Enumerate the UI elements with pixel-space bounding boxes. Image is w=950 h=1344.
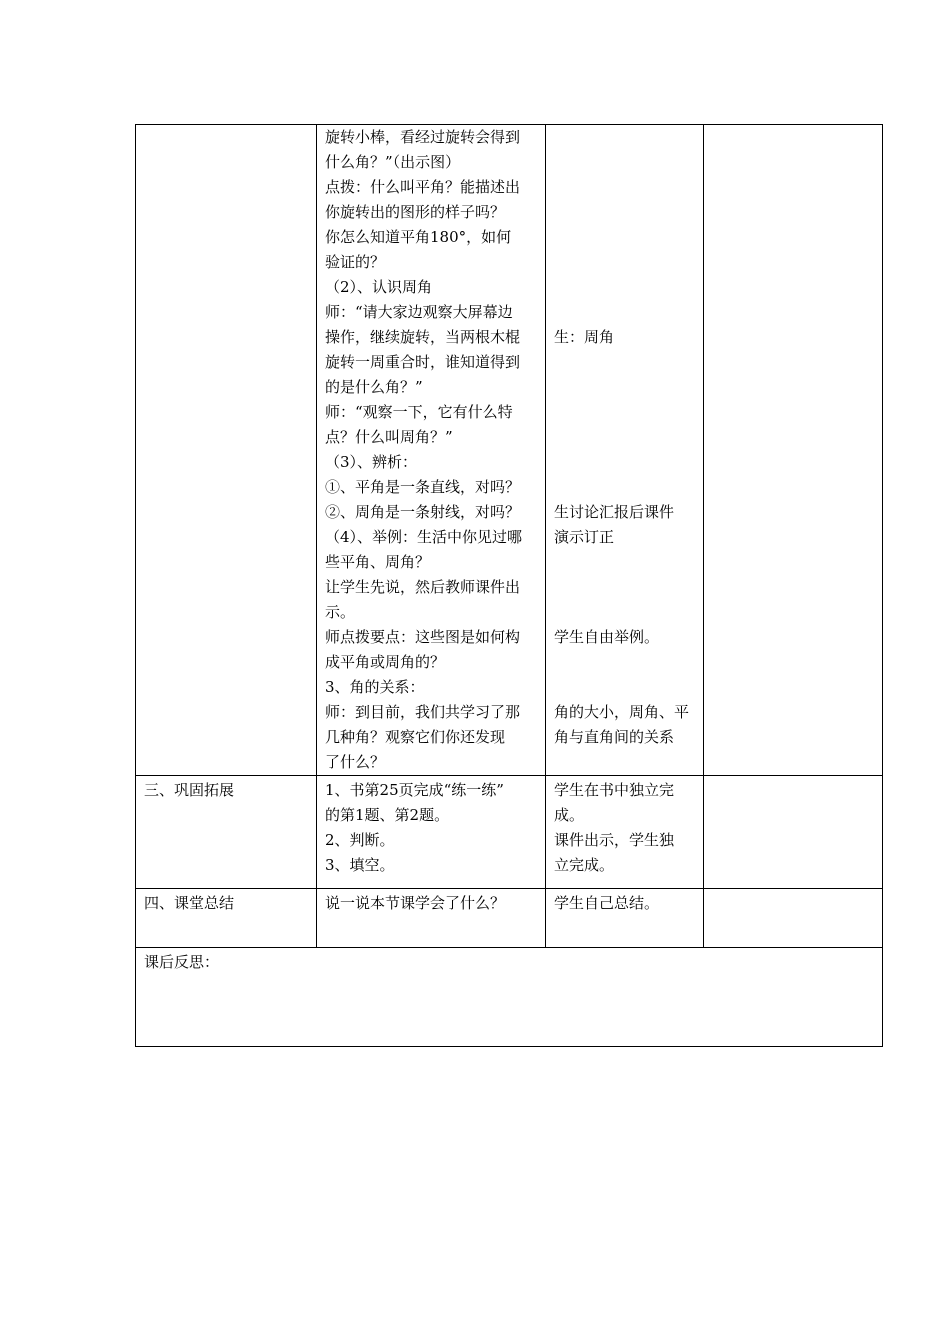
teacher-line: 的是什么角？” — [325, 378, 423, 396]
teacher-line: 说一说本节课学会了什么？ — [325, 894, 506, 912]
student-line: 演示订正 — [554, 528, 615, 546]
reflection-cell — [136, 948, 883, 1047]
student-line: 学生自由举例。 — [554, 628, 660, 646]
teacher-line: 3、填空。 — [325, 856, 395, 874]
lesson-plan-table — [135, 124, 883, 1047]
table-row-activities — [136, 125, 883, 776]
table-row-consolidate — [136, 776, 883, 889]
student-line: 角与直角间的关系 — [554, 728, 675, 746]
teacher-line: 1、书第25页完成“练一练” — [325, 781, 504, 799]
teacher-line: 示。 — [325, 603, 356, 621]
teacher-line: 师：“请大家边观察大屏幕边 — [325, 303, 513, 321]
teacher-line: 几种角？观察它们你还发现 — [325, 728, 506, 746]
teacher-line: 你怎么知道平角180°，如何 — [325, 228, 512, 246]
teacher-line: 的第1题、第2题。 — [325, 806, 450, 824]
teacher-line: 师：到目前，我们共学习了那 — [325, 703, 521, 721]
student-line: 成。 — [554, 806, 585, 824]
student-activity-cell — [546, 889, 704, 948]
design-intent-cell — [704, 125, 883, 776]
teacher-line: （2）、认识周角 — [325, 278, 433, 296]
student-line: 角的大小，周角、平 — [554, 703, 690, 721]
teacher-activity-cell — [317, 125, 546, 776]
teacher-line: 你旋转出的图形的样子吗？ — [325, 203, 506, 221]
teacher-line: 旋转小棒，看经过旋转会得到 — [325, 128, 521, 146]
stage-cell — [136, 125, 317, 776]
teacher-activity-cell — [317, 776, 546, 889]
teacher-line: 验证的？ — [325, 253, 386, 271]
teacher-line: 成平角或周角的？ — [325, 653, 446, 671]
reflection-label: 课后反思： — [144, 953, 220, 971]
teacher-line: 旋转一周重合时，谁知道得到 — [325, 353, 521, 371]
teacher-line: （4）、举例：生活中你见过哪 — [325, 528, 523, 546]
student-line: 生讨论汇报后课件 — [554, 503, 675, 521]
teacher-line: （3）、辨析： — [325, 453, 418, 471]
table-row-summary — [136, 889, 883, 948]
teacher-line: ②、周角是一条射线，对吗？ — [325, 503, 521, 521]
teacher-line: 什么角？”（出示图） — [325, 153, 461, 171]
teacher-line: 2、判断。 — [325, 831, 395, 849]
teacher-line: ①、平角是一条直线，对吗？ — [325, 478, 521, 496]
teacher-line: 了什么？ — [325, 753, 386, 771]
student-line: 学生在书中独立完 — [554, 781, 675, 799]
student-activity-cell — [546, 125, 704, 776]
student-line: 课件出示，学生独 — [554, 831, 675, 849]
stage-cell: 三、巩固拓展 — [136, 776, 317, 889]
stage-cell: 四、课堂总结 — [136, 889, 317, 948]
teacher-line: 让学生先说，然后教师课件出 — [325, 578, 521, 596]
teacher-line: 点拨：什么叫平角？能描述出 — [325, 178, 521, 196]
teacher-line: 些平角、周角？ — [325, 553, 431, 571]
table-row-reflection — [136, 948, 883, 1047]
student-line: 生：周角 — [554, 328, 615, 346]
teacher-line: 操作，继续旋转，当两根木棍 — [325, 328, 521, 346]
teacher-line: 师：“观察一下，它有什么特 — [325, 403, 513, 421]
teacher-line: 师点拨要点：这些图是如何构 — [325, 628, 521, 646]
student-activity-cell — [546, 776, 704, 889]
student-line: 立完成。 — [554, 856, 615, 874]
teacher-line: 3、角的关系： — [325, 678, 425, 696]
student-line: 学生自己总结。 — [554, 894, 660, 912]
design-intent-cell — [704, 776, 883, 889]
design-intent-cell — [704, 889, 883, 948]
teacher-line: 点？什么叫周角？” — [325, 428, 453, 446]
teacher-activity-cell — [317, 889, 546, 948]
